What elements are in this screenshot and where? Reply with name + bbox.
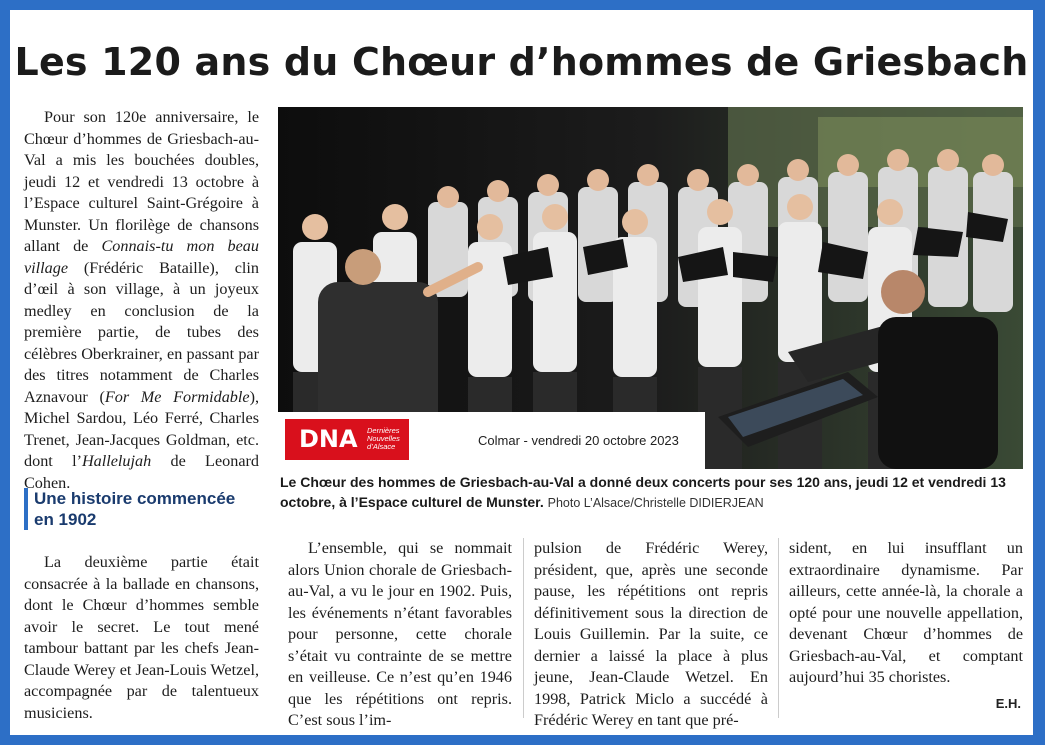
author-signature: E.H. — [995, 696, 1021, 711]
article-column-3 — [534, 538, 768, 732]
paragraph-intro: Pour son 120e anniversaire, le Chœur d’hommes de Griesbach-au-Val a mis les bouchées doubles, jeudi 12 et vendredi 13 octobre à l’Espace culturel Saint-Grégoire à Munster. Un florilège de chansons allant de Connais-tu mon beau village (Frédéric Bataille), clin d’œil à son village, à un joyeux medley en conclusion de la première partie, de tubes des célèbres Oberkrainer, en passant par des titres notamment de Charles Aznavour (For Me Formidable), Michel Sardou, Léo Ferré, Charles Trenet, Jean-Jacques Goldman, etc. dont l’Hallelujah de Leonard Cohen. — [24, 108, 259, 492]
photo-caption — [280, 472, 1025, 513]
dna-logo-text: DNA — [299, 425, 358, 453]
dateline: Colmar - vendredi 20 octobre 2023 — [478, 433, 679, 448]
paragraph-ballade: La deuxième partie était consacrée à la ballade en chansons, dont le Chœur d’hommes semble avoir le secret. Le tout mené tambour battant par les chefs Jean-Claude Werey et Jean-Louis Wetzel, accompagnée par de talentueux musiciens. — [24, 553, 259, 722]
article-title: Les 120 ans du Chœur d’hommes de Griesbach — [14, 40, 1029, 84]
dna-logo-subtext: Dernières Nouvelles d’Alsace — [367, 426, 400, 451]
caption-text: Le Chœur des hommes de Griesbach-au-Val a donné deux concerts pour ses 120 ans, jeudi 12 et vendredi 13 octobre, à l’Espace culturel de Munster. — [280, 474, 1006, 510]
column-rule-2 — [778, 538, 779, 718]
article-column-2 — [288, 538, 512, 732]
paragraph-history-3: sident, en lui insufflant un extraordinaire dynamisme. Par ailleurs, cette année-là, la chorale a opté pour une nouvelle appellation, devenant Chœur d’hommes de Griesbach-au-Val, et comptant aujourd’hui 35 choristes. — [789, 539, 1023, 686]
newspaper-clipping — [10, 10, 1033, 735]
column-rule-1 — [523, 538, 524, 718]
article-column-4 — [789, 538, 1023, 689]
paragraph-history-1: L’ensemble, qui se nommait alors Union chorale de Griesbach-au-Val, a vu le jour en 1902. Puis, les événements n’étant favorables pour personne, cette chorale s’était vu contrainte de se mettre en veilleuse. Ce n’est qu’en 1946 que les répétitions ont repris. C’est sous l’im- — [288, 539, 512, 729]
article-column-1 — [24, 107, 259, 494]
article-column-1b — [24, 552, 259, 724]
source-banner — [278, 412, 705, 469]
section-subhead: Une histoire commencée en 1902 — [24, 488, 249, 530]
paragraph-history-2: pulsion de Frédéric Werey, président, que, après une seconde pause, les répétitions ont repris définitivement sous la direction de Louis Guillemin. Par la suite, ce dernier a laissé la place à plus jeune, Jean-Claude Wetzel. En 1998, Patrick Miclo a succédé à Frédéric Werey en tant que pré- — [534, 539, 768, 729]
photo-credit: Photo L’Alsace/Christelle DIDIERJEAN — [547, 496, 764, 510]
dna-logo — [285, 419, 409, 460]
